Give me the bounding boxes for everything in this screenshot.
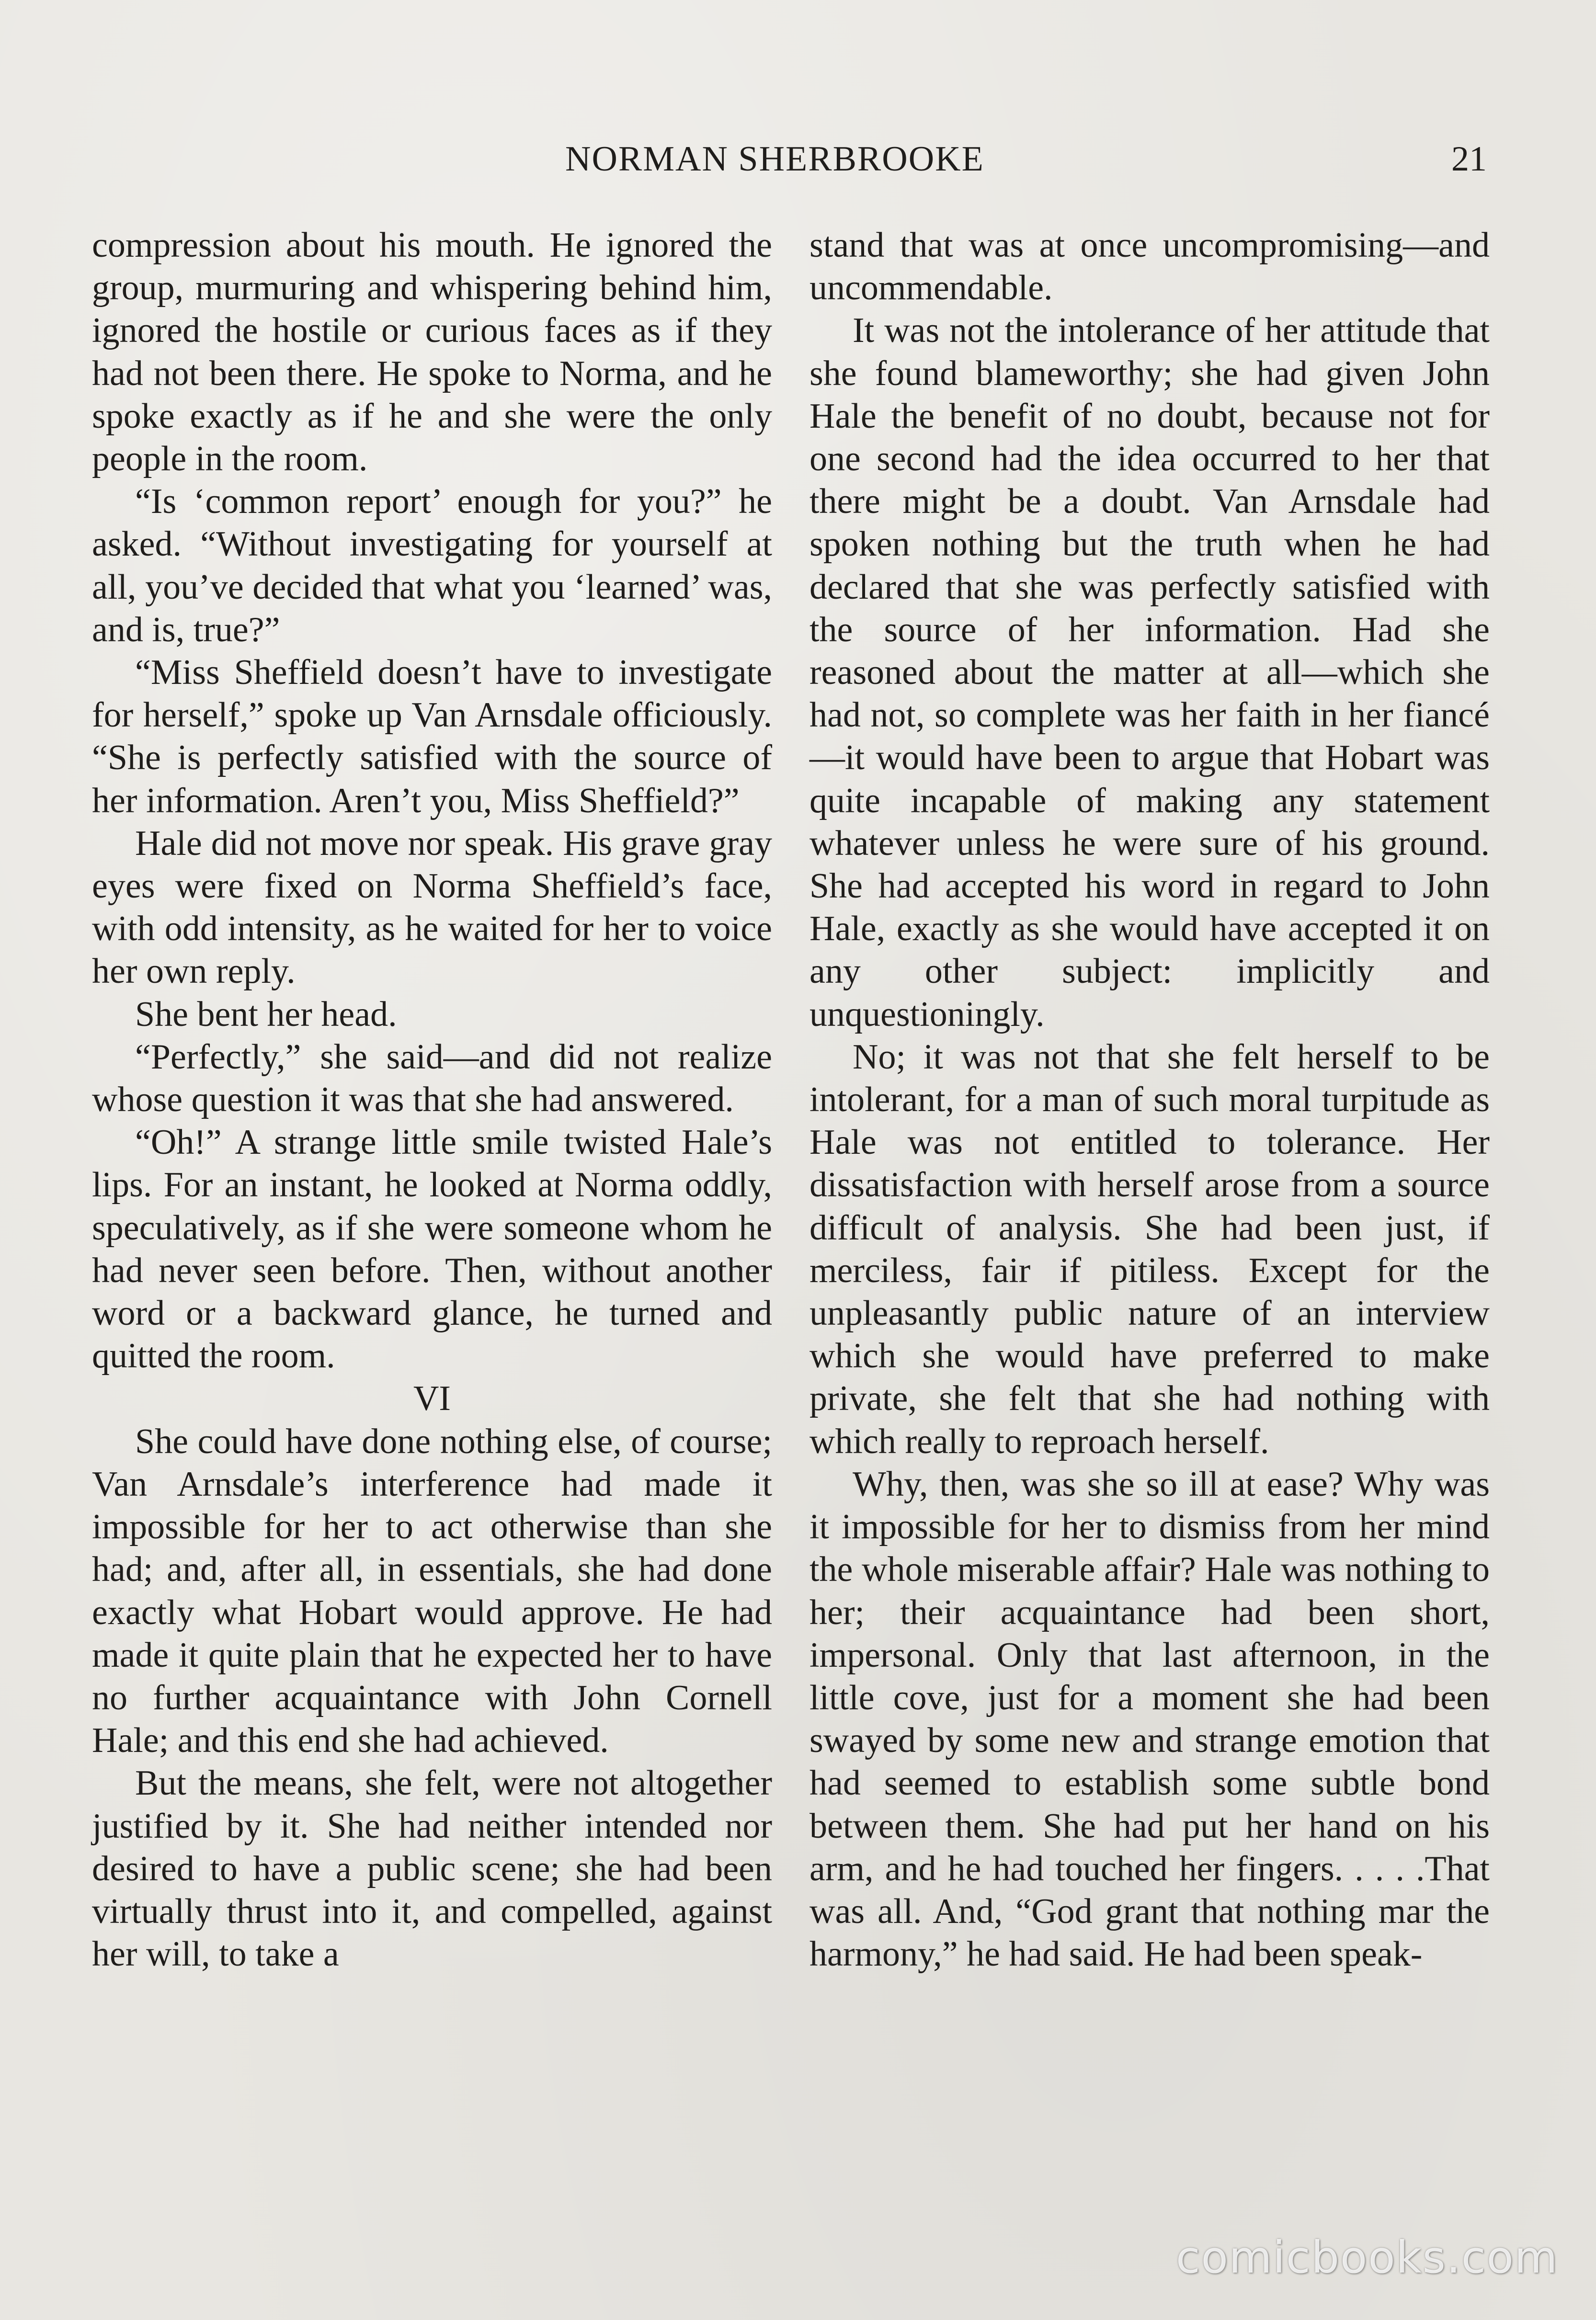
paragraph: It was not the intolerance of her attitude that she found blameworthy; she had given John Hale the benefit of no doubt, because not for one second had the idea occurred to her that there might be a doubt. Van Arnsdale had spoken nothing but the truth when he had declared that she was perfectly satisfied with the source of her information. Had she reasoned about the matter at all—which she had not, so complete was her faith in her fiancé—it would have been to argue that Hobart was quite incapable of making any statement whatever unless he were sure of his ground. She had accepted his word in regard to John Hale, exactly as she would have accepted it on any other subject: implicitly and unquestioningly. [809,311,1490,1034]
paragraph: compression about his mouth. He ignored the group, murmuring and whispering behind him, ignored the hostile or curious faces as if they had not been there. He spoke to Norma, and he spoke exactly as if he and she were the only people in the room. [92,226,772,479]
page-number: 21 [1451,139,1487,179]
paragraph: “Miss Sheffield doesn’t have to investigate for herself,” spoke up Van Arnsdale officiously. “She is perfectly satisfied with the source of her information. Aren’t you, Miss Sheffield?” [92,653,772,820]
running-header: NORMAN SHERBROOKE [565,139,984,179]
right-column [809,224,1490,1976]
watermark: comicbooks.com [1176,2232,1559,2283]
section-heading: VI [413,1379,451,1419]
paragraph: “Is ‘common report’ enough for you?” he asked. “Without investigating for yourself at all, you’ve decided that what you ‘learned’ was, and is, true?” [92,482,772,649]
paragraph: “Oh!” A strange little smile twisted Hale’s lips. For an instant, he looked at Norma oddly, speculatively, as if she were someone whom he had never seen before. Then, without another word or a backward glance, he turned and quitted the room. [92,1123,772,1376]
paragraph: She bent her head. [135,994,397,1034]
paragraph: stand that was at once uncompromising—and uncommendable. [809,226,1490,308]
paragraph: “Perfectly,” she said—and did not realize whose question it was that she had answered. [92,1037,772,1120]
paragraph: But the means, she felt, were not altogether justified by it. She had neither intended nor desired to have a public scene; she had been virtually thrust into it, and compelled, against her will, to take a [92,1763,772,1974]
paragraph: She could have done nothing else, of course; Van Arnsdale’s interference had made it impossible for her to act otherwise than she had; and, after all, in essentials, she had done exactly what Hobart would approve. He had made it quite plain that he expected her to have no further acquaintance with John Cornell Hale; and this end she had achieved. [92,1422,772,1761]
paragraph: Hale did not move nor speak. His grave gray eyes were fixed on Norma Sheffield’s face, with odd intensity, as he waited for her to voice her own reply. [92,823,772,991]
paragraph: Why, then, was she so ill at ease? Why was it impossible for her to dismiss from her mind the whole miserable affair? Hale was nothing to her; their acquaintance had been short, impersonal. Only that last afternoon, in the little cove, just for a moment she had been swayed by some new and strange emotion that had seemed to establish some subtle bond between them. She had put her hand on his arm, and he had touched her fingers. . . . .That was all. And, “God grant that nothing mar the harmony,” he had said. He had been speak- [809,1464,1490,1974]
left-column [92,224,772,1976]
paragraph: No; it was not that she felt herself to be intolerant, for a man of such moral turpitude as Hale was not entitled to tolerance. Her dissatisfaction with herself arose from a source difficult of analysis. She had been just, if merciless, fair if pitiless. Except for the unpleasantly public nature of an interview which she would have preferred to make private, she felt that she had nothing with which really to reproach herself. [809,1037,1490,1461]
